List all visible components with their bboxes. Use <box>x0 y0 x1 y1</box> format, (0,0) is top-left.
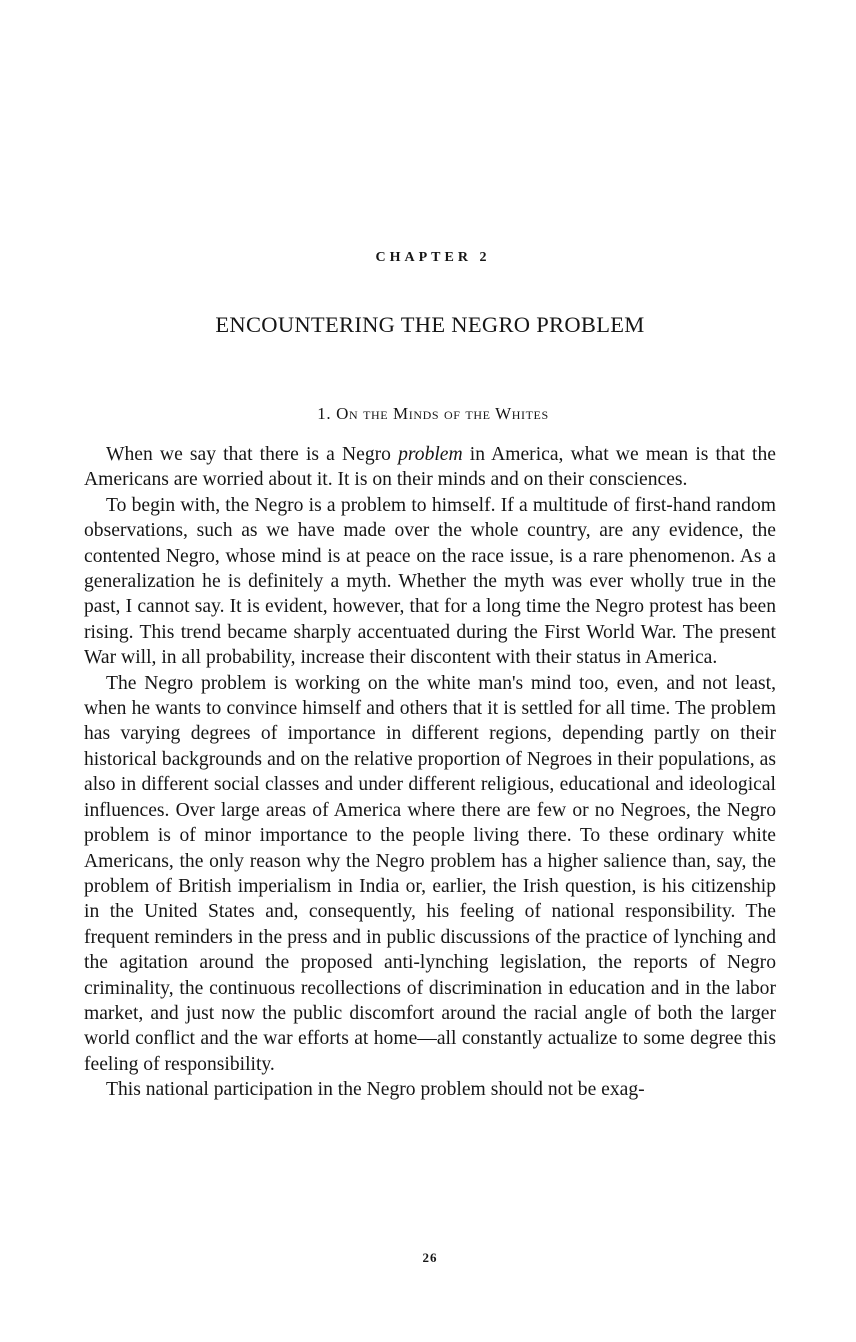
chapter-label: CHAPTER 2 <box>375 250 491 265</box>
section-heading: 1. On the Minds of the Whites <box>317 404 549 423</box>
paragraph-4: This national participation in the Negro problem should not be exag- <box>106 1079 645 1101</box>
book-page <box>84 0 776 1342</box>
paragraph-2: To begin with, the Negro is a problem to himself. If a multitude of first-hand random observations, such as we have made over the whole country, are any evidence, the contented Negro, whose mind is at peace on the race issue, is a rare phenomenon. As a generalization he is definitely a myth. Whether the myth was ever wholly true in the past, I cannot say. It is evident, however, that for a long time the Negro protest has been rising. This trend became sharply accentuated during the First World War. The present War will, in all probability, increase their discontent with their status in America. <box>84 494 776 669</box>
page-number: 26 <box>422 1250 438 1265</box>
paragraph-1-before: When we say that there is a Negro <box>106 444 399 465</box>
chapter-title: ENCOUNTERING THE NEGRO PROBLEM <box>215 312 645 337</box>
body-text <box>84 442 776 1103</box>
paragraph-1-emphasis: problem <box>398 444 463 465</box>
paragraph-1-after: in America, what we mean is that the Americans are worried about it. It is on their minds and on their consciences. <box>84 444 776 491</box>
paragraph-3: The Negro problem is working on the white man's mind too, even, and not least, when he wants to convince himself and others that it is settled for all time. The problem has varying degrees of importance in different regions, depending partly on their historical backgrounds and on the relative proportion of Negroes in their populations, as also in different social classes and under different religious, educational and ideological influences. Over large areas of America where there are few or no Negroes, the Negro problem is of minor importance to the people living there. To these ordinary white Americans, the only reason why the Negro problem has a higher salience than, say, the problem of British imperialism in India or, earlier, the Irish question, is his citizenship in the United States and, consequently, his feeling of national responsibility. The frequent reminders in the press and in public discussions of the practice of lynching and the agitation around the proposed anti-lynching legislation, the reports of Negro criminality, the continuous recollections of discrimination in education and in the labor market, and just now the public discomfort around the racial angle of both the larger world conflict and the war efforts at home—all constantly actualize to some degree this feeling of responsibility. <box>84 672 776 1075</box>
paragraph-1 <box>84 442 776 493</box>
